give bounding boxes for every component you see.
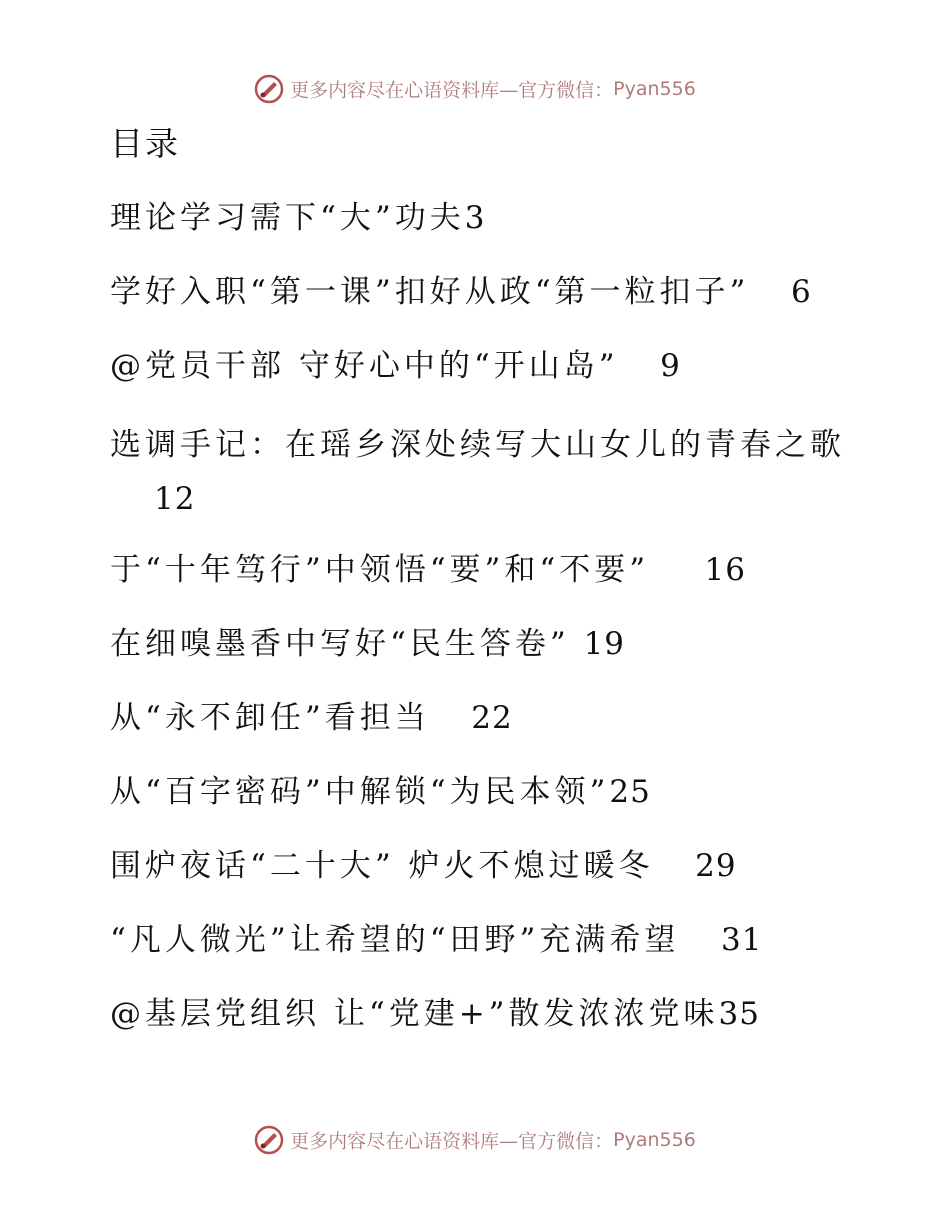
toc-entry-title: @基层党组织 让“党建+”散发浓浓党味 xyxy=(110,996,719,1032)
toc-entry[interactable] xyxy=(110,270,850,314)
toc-entry[interactable] xyxy=(110,696,850,740)
toc-entry[interactable] xyxy=(110,548,850,592)
toc-entry-page: 9 xyxy=(660,348,681,384)
toc-entry-title: 理论学习需下“大”功夫 xyxy=(110,200,465,236)
watermark-text: 更多内容尽在心语资料库—官方微信： xyxy=(290,79,614,102)
toc-entry[interactable] xyxy=(110,992,850,1036)
table-of-contents xyxy=(110,196,850,1066)
toc-entry-page: 25 xyxy=(609,774,651,810)
seal-logo-icon xyxy=(254,74,284,104)
watermark-text: 更多内容尽在心语资料库—官方微信： xyxy=(290,1130,614,1153)
header-watermark xyxy=(0,74,950,104)
toc-entry-page: 22 xyxy=(471,700,513,736)
toc-entry-title: 在细嗅墨香中写好“民生答卷” xyxy=(110,626,570,662)
toc-entry-page: 19 xyxy=(583,626,626,662)
seal-logo-icon xyxy=(254,1125,284,1155)
toc-entry[interactable] xyxy=(110,918,850,962)
toc-entry[interactable] xyxy=(110,418,850,526)
toc-entry-page: 35 xyxy=(718,996,760,1032)
toc-entry-title: 围炉夜话“二十大” 炉火不熄过暖冬 xyxy=(110,848,654,884)
toc-entry-title: @党员干部 守好心中的“开山岛” xyxy=(110,348,619,384)
toc-entry-page: 16 xyxy=(704,552,746,588)
toc-entry-title: 从“百字密码”中解锁“为民本领” xyxy=(110,774,610,810)
toc-entry-title: 学好入职“第一课”扣好从政“第一粒扣子” xyxy=(110,274,750,310)
toc-entry[interactable] xyxy=(110,770,850,814)
toc-entry-page: 12 xyxy=(154,481,196,517)
toc-entry[interactable] xyxy=(110,844,850,888)
toc-entry-title: 于“十年笃行”中领悟“要”和“不要” xyxy=(110,552,650,588)
watermark-wechat-id: Pyan556 xyxy=(613,78,696,100)
toc-title: 目录 xyxy=(110,124,180,163)
toc-entry[interactable] xyxy=(110,622,850,666)
toc-entry-page: 31 xyxy=(720,922,763,958)
toc-entry-page: 3 xyxy=(464,200,486,236)
toc-entry-title: 选调手记：在瑶乡深处续写大山女儿的青春之歌 xyxy=(110,427,845,463)
toc-entry-page: 29 xyxy=(695,848,737,884)
toc-entry-title: “凡人微光”让希望的“田野”充满希望 xyxy=(110,922,680,958)
watermark-wechat-id: Pyan556 xyxy=(613,1129,696,1151)
toc-entry-page: 6 xyxy=(790,274,812,310)
footer-watermark xyxy=(0,1125,950,1155)
toc-entry[interactable] xyxy=(110,344,850,388)
toc-entry-title: 从“永不卸任”看担当 xyxy=(110,700,430,736)
toc-entry[interactable] xyxy=(110,196,850,240)
